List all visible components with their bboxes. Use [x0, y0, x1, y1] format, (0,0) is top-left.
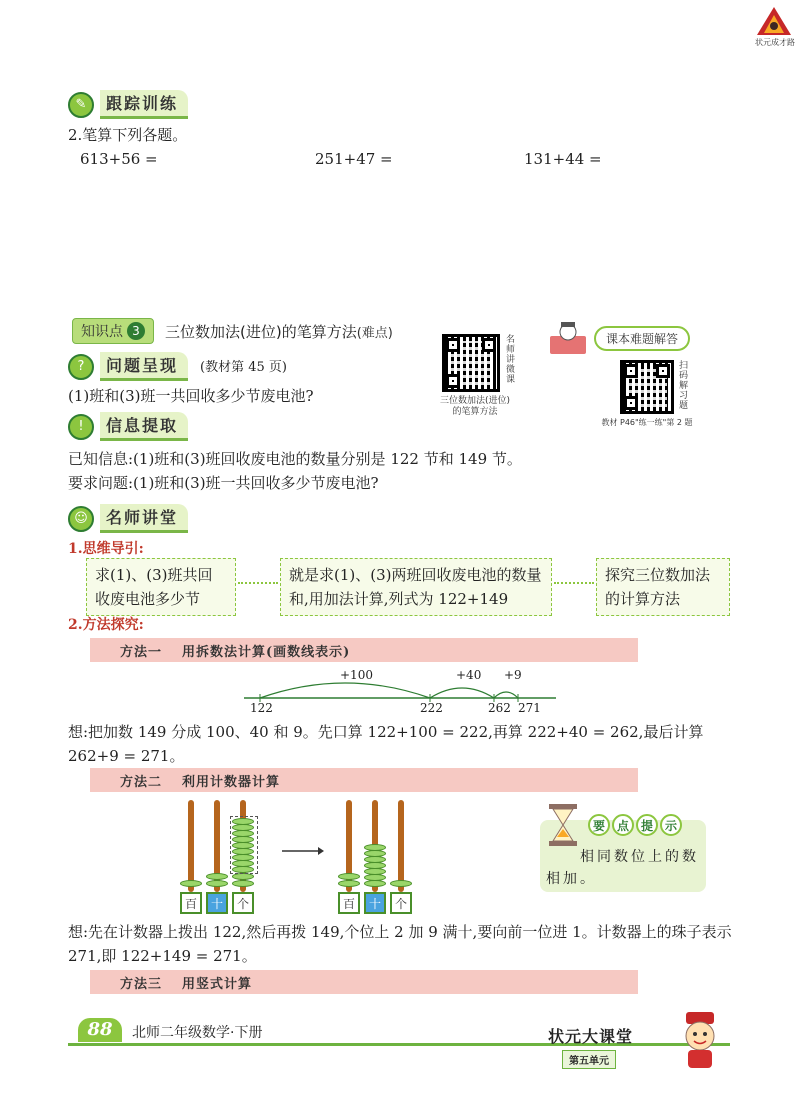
method-1-explain: 想:把加数 149 分成 100、40 和 9。先口算 122+100 = 222,再算 222+40 = 262,最后计算 262+9 = 271。: [68, 723, 704, 765]
guide-heading: 1.思维导引:: [68, 541, 144, 557]
magnifier-icon: ?: [68, 354, 94, 380]
tip-char-3: 提: [636, 814, 658, 836]
follow-training-label: 跟踪训练: [100, 90, 188, 119]
teacher-label: 名师讲堂: [100, 504, 188, 533]
place-ones-left: 个: [232, 892, 254, 914]
method-2-title: 利用计数器计算: [182, 774, 281, 790]
explore-heading: 2.方法探究:: [68, 617, 144, 633]
problem-banner: [68, 352, 188, 381]
point-262: 262: [488, 701, 511, 715]
jump-9: +9: [504, 668, 522, 682]
hourglass-icon: [546, 802, 580, 848]
knowledge-point-title: [165, 321, 393, 342]
reading-book-icon: [548, 320, 592, 356]
flow-box-2: 就是求(1)、(3)两班回收废电池的数量和,用加法计算,列式为 122+149: [280, 558, 552, 616]
method-2-bar: [90, 768, 638, 792]
page-number: 88: [78, 1018, 122, 1042]
method-1-title: 用拆数法计算(画数线表示): [182, 644, 351, 660]
qr-lecture-side-text: 名师讲微课: [504, 334, 514, 384]
textbook-problem-badge: 课本难题解答: [594, 326, 690, 351]
method-2-name: 方法二: [120, 774, 163, 790]
place-tens-right: 十: [364, 892, 386, 914]
qr-code-solution[interactable]: [620, 360, 674, 414]
qr-code-lecture[interactable]: [442, 334, 500, 392]
book-title: 北师二年级数学·下册: [132, 1025, 263, 1041]
qr-solution-side-text: 扫码解习题: [677, 360, 687, 410]
problem-2: 251+47 =: [315, 150, 393, 168]
info-banner: [68, 412, 188, 441]
problem-label: 问题呈现: [100, 352, 188, 381]
method-1-name: 方法一: [120, 644, 163, 660]
problem-3: 131+44 =: [524, 150, 602, 168]
follow-training-banner: [68, 90, 188, 119]
right-arrow-icon: [280, 845, 324, 857]
flow-arrow-2: [554, 582, 594, 584]
info-label: 信息提取: [100, 412, 188, 441]
key-tip-text: 相同数位上的数相加。: [546, 849, 699, 887]
problem-1: 613+56 =: [80, 150, 158, 168]
method-3-name: 方法三: [120, 976, 163, 992]
jump-40: +40: [456, 668, 482, 682]
knowledge-point-tag: [72, 318, 154, 344]
unit-tag: 第五单元: [562, 1050, 616, 1069]
brand-logo-text: 状元成才路: [755, 38, 795, 47]
key-tip-title: [588, 814, 684, 836]
point-122: 122: [250, 701, 273, 715]
place-tens-left: 十: [206, 892, 228, 914]
flow-box-3: 探究三位数加法的计算方法: [596, 558, 730, 616]
method-2-explain: 想:先在计数器上拨出 122,然后再拨 149,个位上 2 加 9 满十,要向前一位进 1。计数器上的珠子表示 271,即 122+149 = 271。: [68, 923, 732, 965]
qr-lecture-caption: [430, 396, 520, 418]
kp-difficulty: (难点): [356, 326, 393, 341]
qr-lecture-caption-1: 三位数加法(进位): [439, 396, 511, 406]
pencil-icon: ✎: [68, 92, 94, 118]
problem-text: (1)班和(3)班一共回收多少节废电池?: [68, 387, 314, 405]
point-222: 222: [420, 701, 443, 715]
flow-box-1: 求(1)、(3)班共回收废电池多少节: [86, 558, 236, 616]
teacher-icon: ☺: [68, 506, 94, 532]
mascot-icon: [672, 1010, 728, 1070]
method-3-title: 用竖式计算: [182, 976, 253, 992]
point-271: 271: [518, 701, 541, 715]
teacher-banner: [68, 504, 188, 533]
kp-title-text: 三位数加法(进位)的笔算方法: [165, 323, 357, 341]
qr-lecture-caption-2: 的笔算方法: [452, 406, 498, 417]
method-3-bar: [90, 970, 638, 994]
info-ask: 要求问题:(1)班和(3)班一共回收多少节废电池?: [68, 474, 379, 492]
brand-name: 状元大课堂: [548, 1027, 634, 1046]
tip-char-4: 示: [660, 814, 682, 836]
place-hundreds-left: 百: [180, 892, 202, 914]
info-known: 已知信息:(1)班和(3)班回收废电池的数量分别是 122 节和 149 节。: [68, 450, 522, 468]
knowledge-point-number: 3: [127, 322, 145, 340]
knowledge-point-tag-label: 知识点: [81, 324, 123, 340]
brand-logo-icon: [756, 6, 792, 36]
place-hundreds-right: 百: [338, 892, 360, 914]
qr-solution-caption: 教材 P46"练一练"第 2 题: [601, 418, 693, 427]
problem-ref: (教材第 45 页): [200, 360, 287, 375]
tip-char-2: 点: [612, 814, 634, 836]
follow-question: 2.笔算下列各题。: [68, 126, 188, 144]
flow-arrow-1: [238, 582, 278, 584]
lightbulb-icon: !: [68, 414, 94, 440]
method-1-bar: [90, 638, 638, 662]
tip-char-1: 要: [588, 814, 610, 836]
place-ones-right: 个: [390, 892, 412, 914]
jump-100: +100: [340, 668, 373, 682]
